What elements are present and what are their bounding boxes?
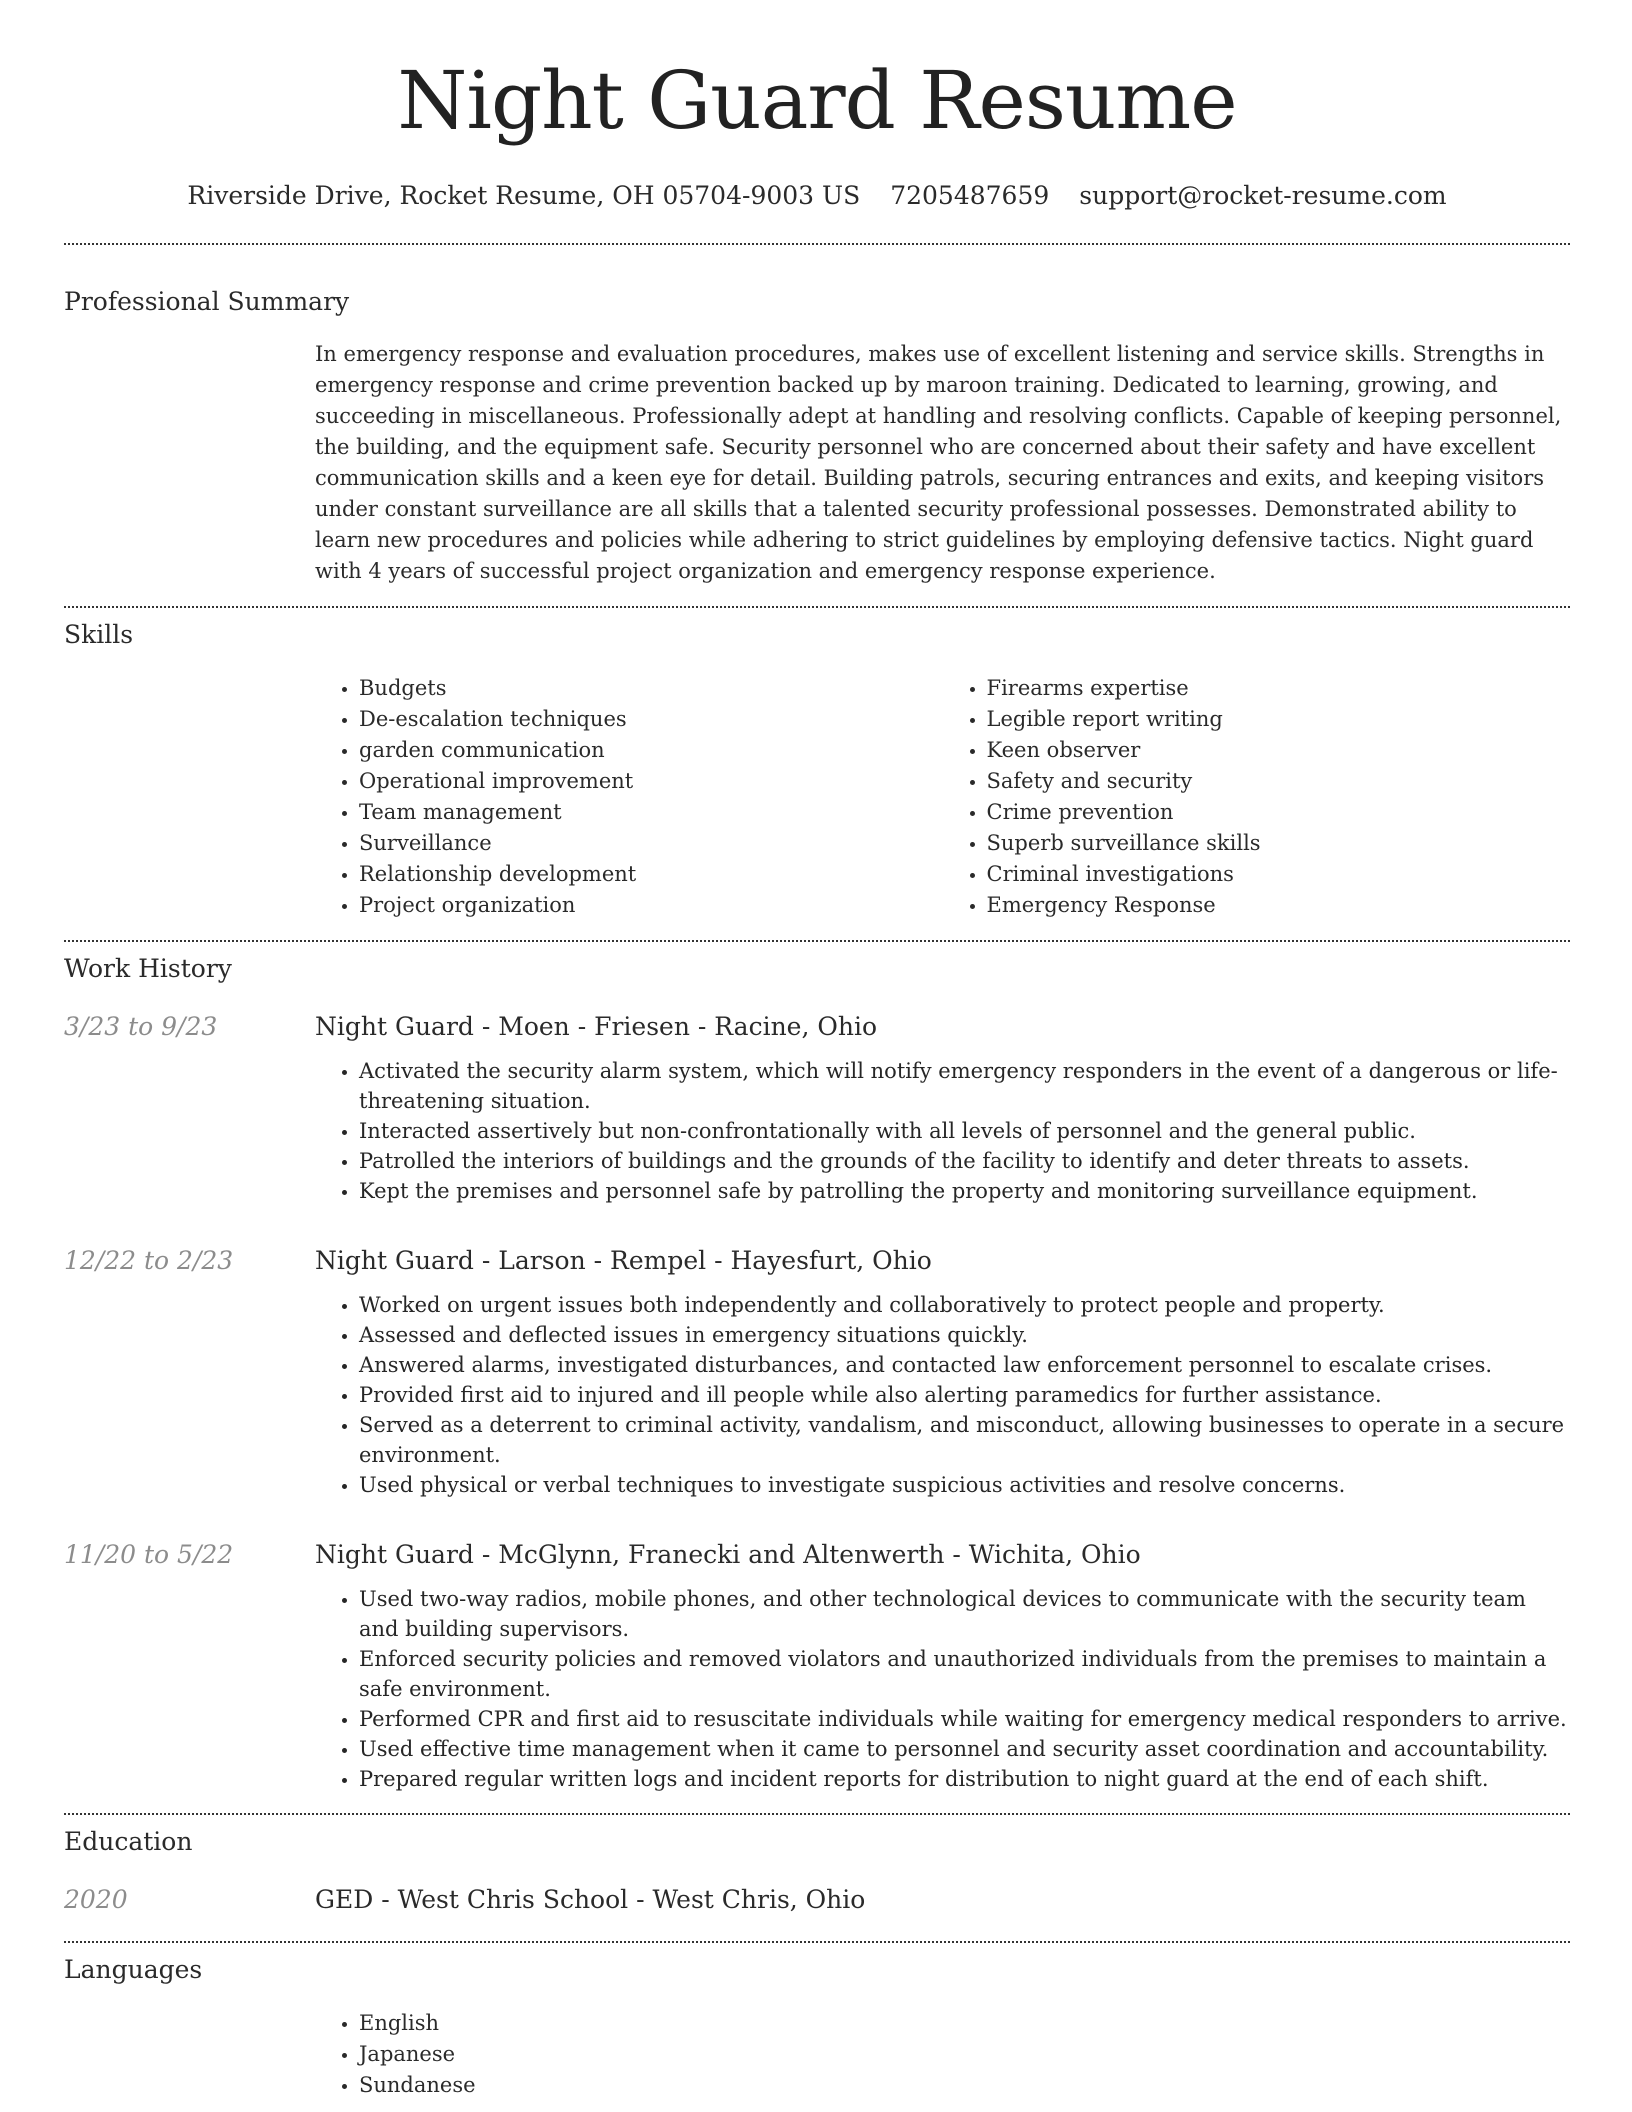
job-title: Night Guard - Moen - Friesen - Racine, Ohio xyxy=(315,1012,878,1041)
job-bullet: • Activated the security alarm system, which will notify emergency responders in the event of a dangerous or life-threatening situation. xyxy=(359,1056,1570,1116)
skill-item: • Surveillance xyxy=(359,828,943,859)
job-date: 12/22 to 2/23 xyxy=(64,1246,234,1275)
contact-line xyxy=(64,180,1570,212)
job-bullet: • Prepared regular written logs and incident reports for distribution to night guard at the end of each shift. xyxy=(359,1764,1570,1794)
job-bullet: • Assessed and deflected issues in emergency situations quickly. xyxy=(359,1320,1570,1350)
language-item: • Japanese xyxy=(359,2039,1570,2070)
skill-item: • Safety and security xyxy=(987,766,1571,797)
job-bullets xyxy=(315,1290,1570,1500)
job-body xyxy=(315,1539,1570,1794)
job-title: Night Guard - McGlynn, Franecki and Altenwerth - Wichita, Ohio xyxy=(315,1540,1141,1569)
job-bullet: • Used effective time management when it came to personnel and security asset coordination and accountability. xyxy=(359,1734,1570,1764)
resume-page xyxy=(64,0,1570,2101)
skill-item: • Keen observer xyxy=(987,735,1571,766)
language-item: • English xyxy=(359,2008,1570,2039)
job-entry xyxy=(64,1011,1570,1206)
languages-heading: Languages xyxy=(64,1955,203,1984)
skill-item: • Budgets xyxy=(359,673,943,704)
job-bullets xyxy=(315,1056,1570,1206)
section-divider xyxy=(64,940,1570,942)
skill-item: • Operational improvement xyxy=(359,766,943,797)
job-bullet: • Worked on urgent issues both independently and collaboratively to protect people and property. xyxy=(359,1290,1570,1320)
section-divider xyxy=(64,1813,1570,1815)
education-body xyxy=(315,1884,1570,1916)
skills-heading: Skills xyxy=(64,620,134,649)
job-bullet: • Provided first aid to injured and ill people while also alerting paramedics for further assistance. xyxy=(359,1380,1570,1410)
job-bullet: • Kept the premises and personnel safe by patrolling the property and monitoring surveillance equipment. xyxy=(359,1176,1570,1206)
summary-text: In emergency response and evaluation procedures, makes use of excellent listening and service skills. Strengths in emergency response and crime prevention backed up by maroon training. Dedicated to learning, growing, and succeeding in miscellaneous. Professionally adept at handling and resolving conflicts. Capable of keeping personnel, the building, and the equipment safe. Security personnel who are concerned about their safety and have excellent communication skills and a keen eye for detail. Building patrols, securing entrances and exits, and keeping visitors under constant surveillance are all skills that a talented security professional possesses. Demonstrated ability to learn new procedures and policies while adhering to strict guidelines by employing defensive tactics. Night guard with 4 years of successful project organization and emergency response experience. xyxy=(315,342,1562,583)
skill-item: • De-escalation techniques xyxy=(359,704,943,735)
skill-item: • Relationship development xyxy=(359,859,943,890)
job-title: Night Guard - Larson - Rempel - Hayesfurt, Ohio xyxy=(315,1246,932,1275)
section-divider xyxy=(64,1941,1570,1943)
section-divider xyxy=(64,606,1570,608)
education-date: 2020 xyxy=(64,1885,128,1914)
work-section xyxy=(64,953,1570,1794)
language-item: • Sundanese xyxy=(359,2070,1570,2101)
job-bullet: • Answered alarms, investigated disturbances, and contacted law enforcement personnel to escalate crises. xyxy=(359,1350,1570,1380)
skill-item: • Criminal investigations xyxy=(987,859,1571,890)
education-heading: Education xyxy=(64,1827,193,1856)
education-section xyxy=(64,1826,1570,1916)
contact-address: Riverside Drive, Rocket Resume, OH 05704-9003 US xyxy=(187,181,861,210)
languages-section xyxy=(64,1954,1570,2101)
skills-list-right xyxy=(943,673,1571,921)
languages-list xyxy=(315,2008,1570,2101)
skill-item: • Project organization xyxy=(359,890,943,921)
skills-columns xyxy=(315,673,1570,921)
skill-item: • garden communication xyxy=(359,735,943,766)
resume-title: Night Guard Resume xyxy=(397,54,1237,147)
skill-item: • Legible report writing xyxy=(987,704,1571,735)
job-entry xyxy=(64,1245,1570,1500)
summary-heading: Professional Summary xyxy=(64,287,350,316)
summary-section xyxy=(64,286,1570,587)
skill-item: • Firearms expertise xyxy=(987,673,1571,704)
job-bullet: • Used physical or verbal techniques to investigate suspicious activities and resolve concerns. xyxy=(359,1470,1570,1500)
contact-email: support@rocket-resume.com xyxy=(1079,181,1447,210)
skill-item: • Emergency Response xyxy=(987,890,1571,921)
skills-section xyxy=(64,619,1570,921)
section-divider xyxy=(64,243,1570,245)
education-entry xyxy=(64,1884,1570,1916)
job-date: 3/23 to 9/23 xyxy=(64,1012,218,1041)
job-bullets xyxy=(315,1584,1570,1794)
job-body xyxy=(315,1245,1570,1500)
education-title: GED - West Chris School - West Chris, Ohio xyxy=(315,1885,866,1914)
job-date: 11/20 to 5/22 xyxy=(64,1540,234,1569)
job-bullet: • Served as a deterrent to criminal activity, vandalism, and misconduct, allowing businesses to operate in a secure environment. xyxy=(359,1410,1570,1470)
skill-item: • Team management xyxy=(359,797,943,828)
work-heading: Work History xyxy=(64,954,232,983)
job-entry xyxy=(64,1539,1570,1794)
job-bullet: • Enforced security policies and removed violators and unauthorized individuals from the premises to maintain a safe environment. xyxy=(359,1644,1570,1704)
skill-item: • Crime prevention xyxy=(987,797,1571,828)
contact-phone: 7205487659 xyxy=(890,181,1050,210)
job-bullet: • Performed CPR and first aid to resuscitate individuals while waiting for emergency medical responders to arrive. xyxy=(359,1704,1570,1734)
summary-content xyxy=(315,339,1570,587)
job-bullet: • Interacted assertively but non-confrontationally with all levels of personnel and the general public. xyxy=(359,1116,1570,1146)
job-body xyxy=(315,1011,1570,1206)
languages-content xyxy=(315,2008,1570,2101)
skill-item: • Superb surveillance skills xyxy=(987,828,1571,859)
job-bullet: • Used two-way radios, mobile phones, and other technological devices to communicate with the security team and building supervisors. xyxy=(359,1584,1570,1644)
job-bullet: • Patrolled the interiors of buildings and the grounds of the facility to identify and deter threats to assets. xyxy=(359,1146,1570,1176)
skills-list-left xyxy=(315,673,943,921)
